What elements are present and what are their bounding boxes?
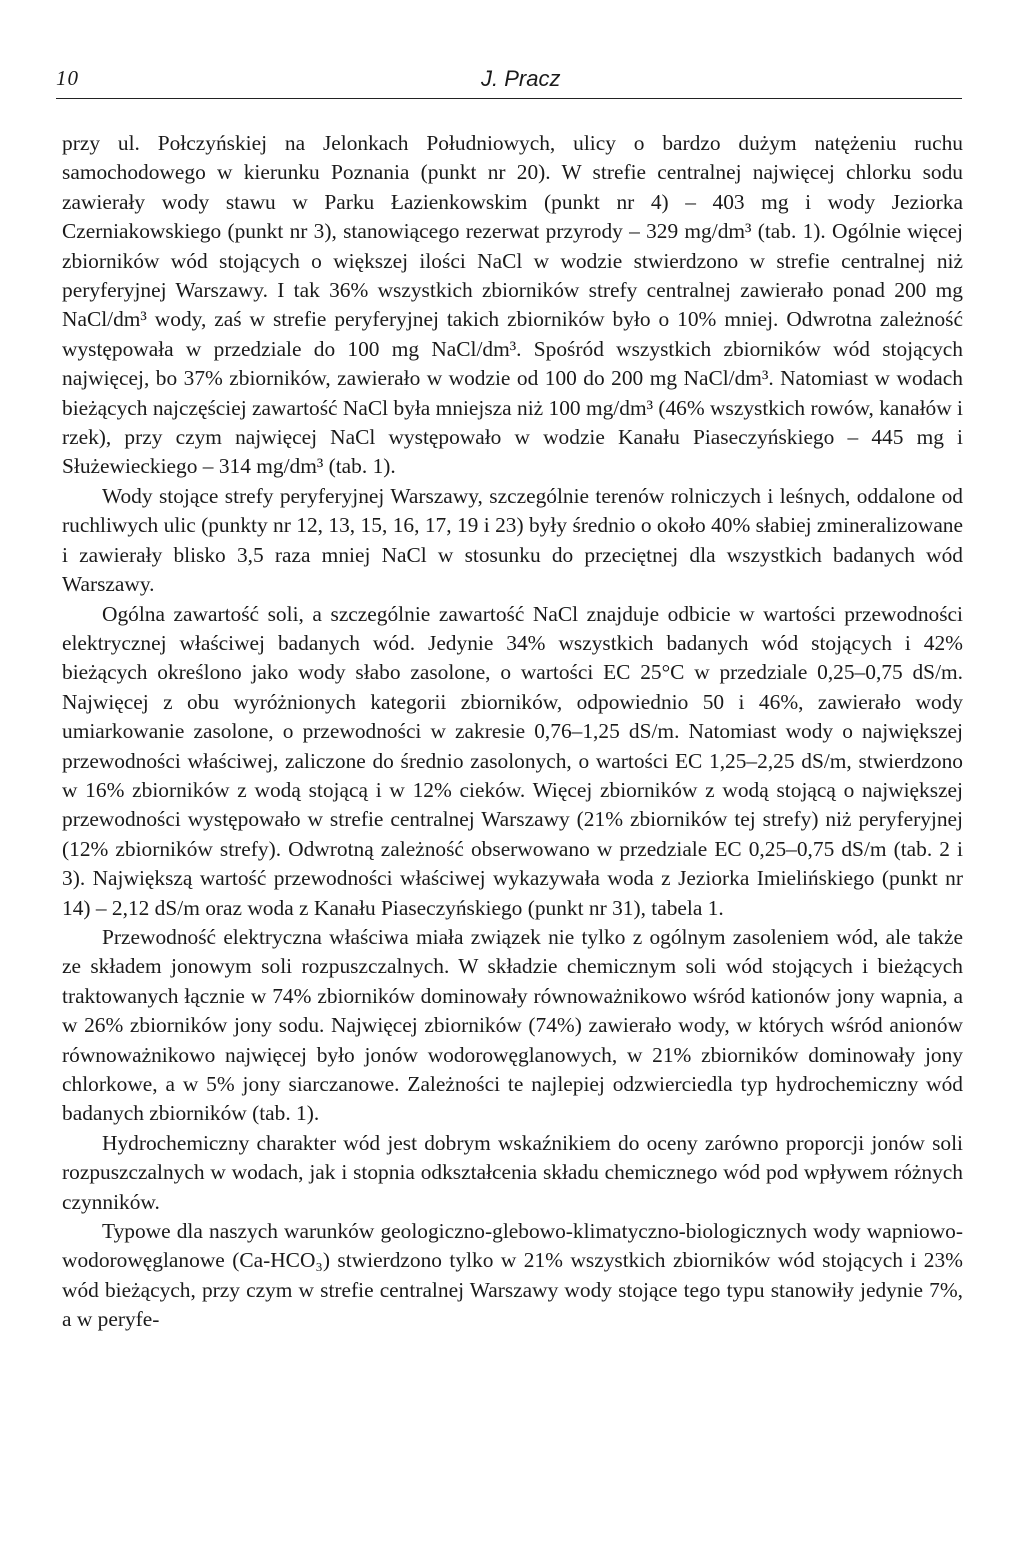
paragraph-3: Ogólna zawartość soli, a szczególnie zawartość NaCl znajduje odbicie w wartości przewodności elektrycznej właściwej badanych wód. Jedynie 34% wszystkich badanych wód stojących i 42% bieżących określono jako wody słabo zasolone, o wartości EC 25°C w przedziale 0,25–0,75 dS/m. Najwięcej z obu wyróżnionych kategorii zbiorników, odpowiednio 50 i 46%, zawierało wody umiarkowanie zasolone, o przewodności w zakresie 0,76–1,25 dS/m. Natomiast wody o największej przewodności właściwej, zaliczone do średnio zasolonych, o wartości EC 1,25–2,25 dS/m, stwierdzono w 16% zbiorników z wodą stojącą i w 12% cieków. Więcej zbiorników z wodą stojącą o największej przewodności występowało w strefie centralnej Warszawy (21% zbiorników tej strefy) niż peryferyjnej (12% zbiorników strefy). Odwrotną zależność obserwowano w przedziale EC 0,25–0,75 dS/m (tab. 2 i 3). Największą wartość przewodności właściwej wykazywała woda z Jeziorka Imielińskiego (punkt nr 14) – 2,12 dS/m oraz woda z Kanału Piaseczyńskiego (punkt nr 31), tabela 1. — [62, 601, 963, 920]
body-text — [62, 129, 963, 1335]
paragraph-6: Typowe dla naszych warunków geologiczno-glebowo-klimatyczno-biologicznych wody wapniowo-wodorowęglanowe (Ca-HCO₃) stwierdzono tylko w 21% wszystkich zbiorników wód stojących i 23% wód bieżących, przy czym w strefie centralnej Warszawy wody stojące tego typu stanowiły jedynie 7%, a w peryfe- — [62, 1219, 963, 1332]
paragraph-2: Wody stojące strefy peryferyjnej Warszawy, szczególnie terenów rolniczych i leśnych, oddalone od ruchliwych ulic (punkty nr 12, 13, 15, 16, 17, 19 i 23) były średnio o około 40% słabiej zmineralizowane i zawierały blisko 3,5 raza mniej NaCl w stosunku do przeciętnej dla wszystkich badanych wód Warszawy. — [62, 483, 963, 597]
paragraph-4: Przewodność elektryczna właściwa miała związek nie tylko z ogólnym zasoleniem wód, ale także ze składem jonowym soli rozpuszczalnych. W składzie chemicznym soli wód stojących i bieżących traktowanych łącznie w 74% zbiorników dominowały równoważnikowo wśród kationów jony wapnia, a w 26% zbiorników jony sodu. Najwięcej zbiorników (74%) zawierało wody, w których wśród anionów równoważnikowo najwięcej było jonów wodorowęglanowych, w 21% zbiorników dominowały jony chlorkowe, a w 5% jony siarczanowe. Zależności te najlepiej odzwierciedla typ hydrochemiczny wód badanych zbiorników (tab. 1). — [62, 924, 963, 1126]
page-header — [56, 60, 962, 99]
running-head: J. Pracz — [481, 66, 561, 91]
page-number: 10 — [56, 66, 79, 90]
paragraph-5: Hydrochemiczny charakter wód jest dobrym wskaźnikiem do oceny zarówno proporcji jonów soli rozpuszczalnych w wodach, jak i stopnia odkształcenia składu chemicznego wód pod wpływem różnych czynników. — [62, 1130, 963, 1214]
paragraph-1: przy ul. Połczyńskiej na Jelonkach Południowych, ulicy o bardzo dużym natężeniu ruchu samochodowego w kierunku Poznania (punkt nr 20). W strefie centralnej najwięcej chlorku sodu zawierały wody stawu w Parku Łazienkowskim (punkt nr 4) – 403 mg i wody Jeziorka Czerniakowskiego (punkt nr 3), stanowiącego rezerwat przyrody – 329 mg/dm³ (tab. 1). Ogólnie więcej zbiorników wód stojących o większej ilości NaCl w wodzie stwierdzono w strefie centralnej niż peryferyjnej Warszawy. I tak 36% wszystkich zbiorników strefy centralnej zawierało ponad 200 mg NaCl/dm³ wody, zaś w strefie peryferyjnej takich zbiorników było o 10% mniej. Odwrotna zależność występowała w przedziale do 100 mg NaCl/dm³. Spośród wszystkich zbiorników wód stojących najwięcej, bo 37% zbiorników, zawierało w wodzie od 100 do 200 mg NaCl/dm³. Natomiast w wodach bieżących najczęściej zawartość NaCl była mniejsza niż 100 mg/dm³ (46% wszystkich rowów, kanałów i rzek), przy czym najwięcej NaCl występowało w wodzie Kanału Piaseczyńskiego – 445 mg i Służewieckiego – 314 mg/dm³ (tab. 1). — [62, 131, 963, 479]
